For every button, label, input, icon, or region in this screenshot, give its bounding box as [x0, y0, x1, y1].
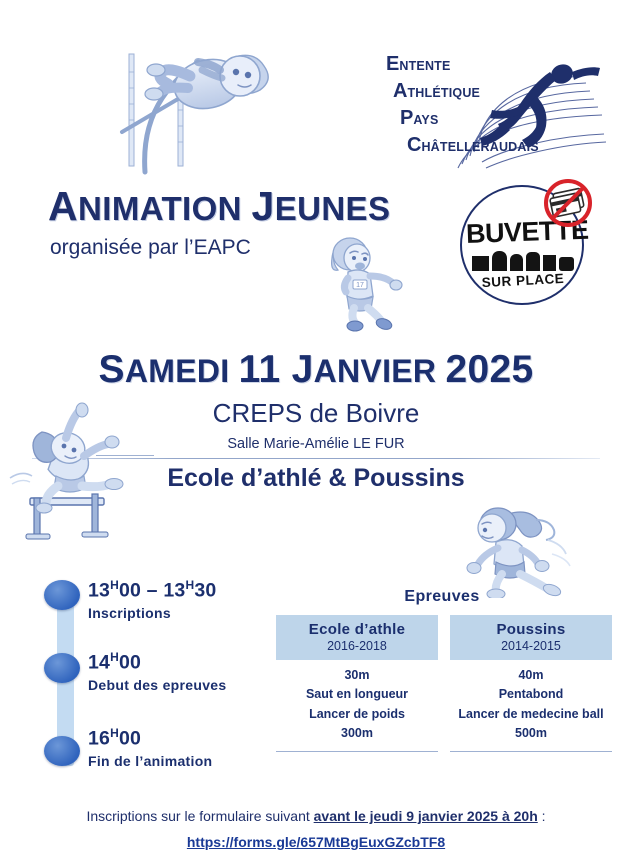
table-row: 30m — [344, 668, 370, 682]
logo-line-entente: ENTENTE — [386, 53, 451, 75]
hurdler-accent-line — [96, 455, 154, 456]
logo-line-pays: PAYS — [400, 107, 439, 129]
buvette-badge — [460, 185, 590, 310]
venue-name: CREPS de Boivre — [212, 398, 420, 428]
table-body — [276, 660, 438, 752]
epreuves-table-poussins — [450, 615, 612, 752]
timeline-dot-3 — [44, 736, 80, 766]
epreuves-heading: Epreuves — [404, 588, 480, 605]
buvette-title: BUVETTE — [465, 214, 589, 249]
timeline-time-1: $13^H00 - 13^H30$ — [88, 578, 217, 602]
logo-line-athletique: ATHLÉTIQUE — [393, 80, 481, 102]
table-body — [450, 660, 612, 752]
hall-name: Salle Marie-Amélie LE FUR — [227, 436, 405, 452]
table-row: Pentabond — [498, 687, 564, 702]
timeline-dot-1 — [44, 580, 80, 610]
timeline-label-1: Inscriptions — [88, 604, 171, 621]
timeline-entry-3 — [88, 726, 212, 769]
timeline-time-3: $16^H00$ — [88, 726, 142, 750]
organizer-subtitle: organisée par l’EAPC — [50, 236, 251, 259]
svg-text:17: 17 — [356, 282, 364, 289]
timeline-label-3: Fin de l’animation — [88, 752, 213, 769]
timeline-label-2: Debut des epreuves — [88, 676, 227, 693]
snack-icons-row — [472, 247, 576, 271]
registration-note — [0, 808, 632, 824]
event-date: SAMEDI 11 JANVIER 2025 — [98, 348, 534, 391]
timeline-entry-2 — [88, 650, 226, 693]
pole-vault-kid-illustration — [112, 32, 292, 184]
table-row: 300m — [341, 726, 373, 741]
table-row: 500m — [515, 726, 547, 741]
table-header-years: 2016-2018 — [327, 639, 387, 653]
registration-intro: Inscriptions sur le formulaire suivant — [86, 808, 314, 824]
timeline-entry-1 — [88, 578, 216, 621]
no-credit-card-icon — [542, 177, 594, 229]
logo-line-chatelleraudais: CHÂTELLERAUDAIS — [407, 134, 539, 156]
table-header-title: Ecole d’athle — [308, 621, 406, 638]
epreuves-table-ecole-dathle — [276, 615, 438, 752]
timeline-dot-2 — [44, 653, 80, 683]
table-header — [450, 615, 612, 660]
table-header — [276, 615, 438, 660]
schedule-timeline — [44, 580, 274, 770]
page-title: ANIMATION JEUNES — [48, 183, 391, 229]
registration-colon: : — [537, 808, 546, 824]
hurdler-kid-illustration — [8, 398, 130, 540]
table-row: 40m — [518, 668, 544, 682]
table-row: Lancer de medecine ball — [458, 706, 604, 721]
epreuves-tables — [276, 615, 612, 752]
timeline-time-2: $14^H00$ — [88, 650, 142, 674]
registration-deadline: avant le jeudi 9 janvier 2025 à 20h — [313, 808, 538, 824]
sprinter-girl-illustration — [452, 500, 580, 598]
table-row: Saut en longueur — [305, 687, 409, 702]
table-header-title: Poussins — [496, 621, 566, 638]
table-header-years: 2014-2015 — [501, 639, 561, 653]
eapc-logo — [386, 52, 608, 174]
buvette-subtitle: SUR PLACE — [481, 270, 565, 291]
table-row: Lancer de poids — [309, 706, 405, 721]
registration-form-link[interactable]: https://forms.gle/657MtBgEuxGZcbTF8 — [186, 834, 446, 850]
running-kid-illustration — [324, 228, 410, 332]
categories-subtitle: Ecole d’athlé & Poussins — [167, 464, 465, 492]
